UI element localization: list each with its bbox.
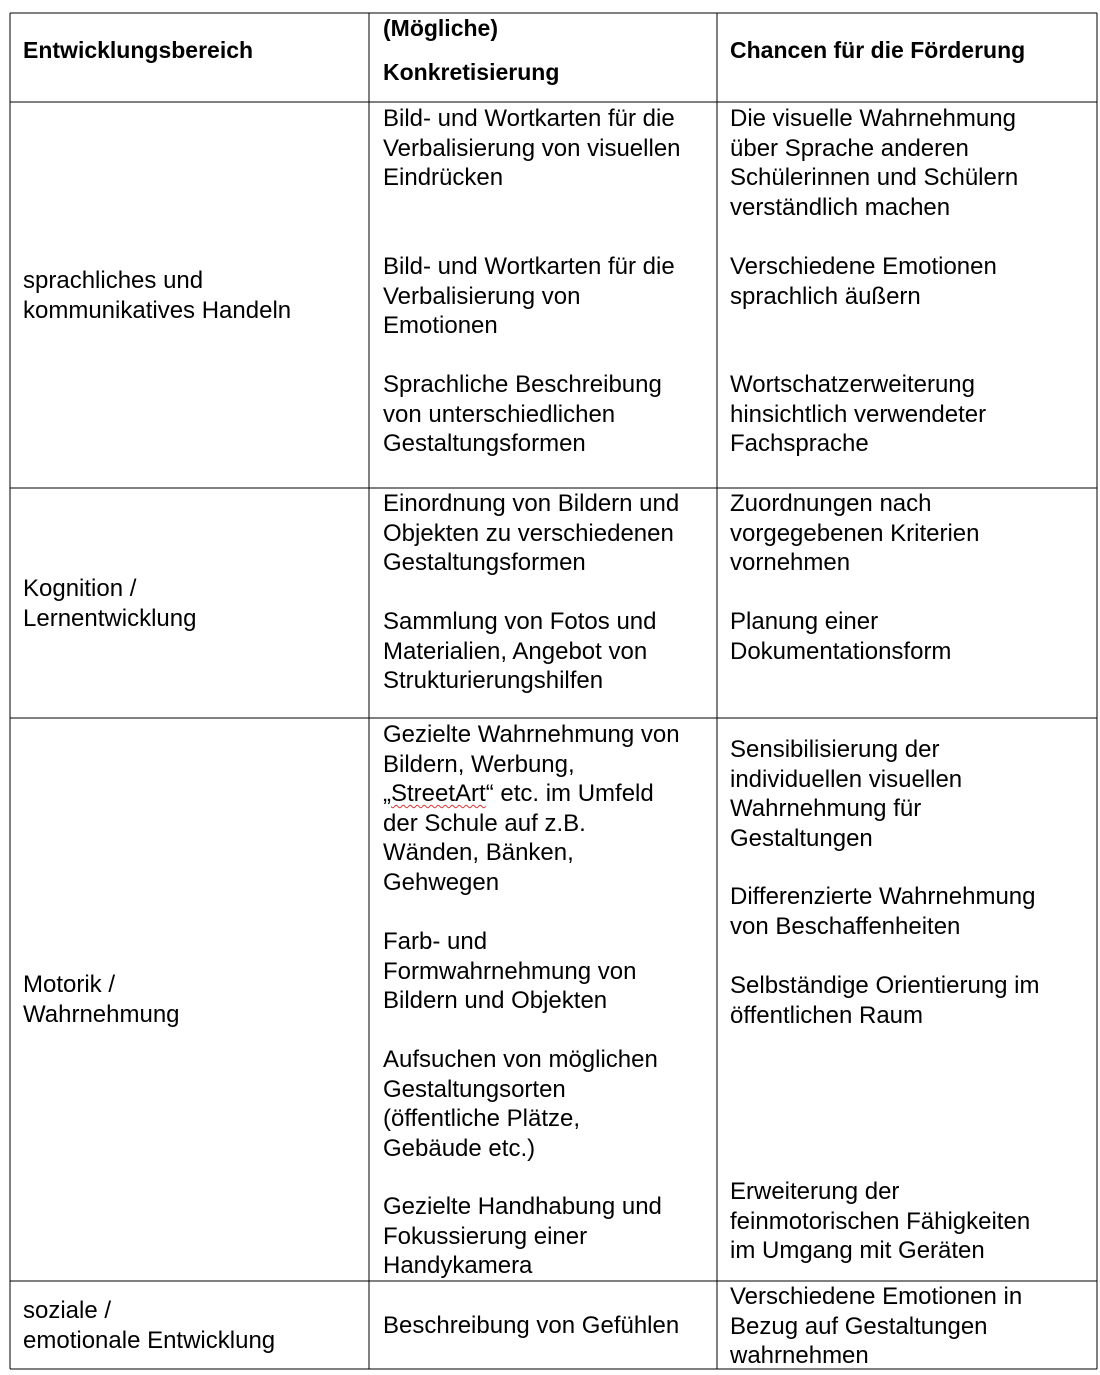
concretization-item: [383, 720, 680, 897]
concretization-text: “ etc. im Umfeld der Schule auf z.B. Wänden, Bänken, Gehwegen: [383, 780, 654, 896]
chance-item: Differenzierte Wahrnehmung von Beschaffenheiten: [730, 883, 1036, 940]
chance-item: Planung einer Dokumentationsform: [730, 608, 952, 665]
concretization-item: Einordnung von Bildern und Objekten zu verschiedenen Gestaltungsformen: [383, 490, 680, 576]
header-chancen: Chancen für die Förderung: [730, 37, 1026, 63]
concretization-item: Sprachliche Beschreibung von unterschiedlichen Gestaltungsformen: [383, 371, 662, 457]
area-sprachliches-handeln: sprachliches und kommunikatives Handeln: [23, 267, 292, 324]
area-motorik: Motorik / Wahrnehmung: [23, 971, 180, 1028]
concretization-item: Sammlung von Fotos und Materialien, Angebot von Strukturierungshilfen: [383, 608, 657, 694]
concretization-item: Bild- und Wortkarten für die Verbalisierung von Emotionen: [383, 253, 675, 339]
concretization-text: Gezielte Wahrnehmung von Bildern, Werbung, „: [383, 721, 680, 807]
header-konkretisierung: Konkretisierung: [383, 59, 560, 85]
chance-item: Zuordnungen nach vorgegebenen Kriterien vornehmen: [730, 490, 980, 576]
chance-item: Verschiedene Emotionen in Bezug auf Gestaltungen wahrnehmen: [730, 1283, 1023, 1369]
chance-item: Wortschatzerweiterung hinsichtlich verwendeter Fachsprache: [730, 371, 987, 457]
chance-item: Verschiedene Emotionen sprachlich äußern: [730, 253, 997, 310]
area-kognition: Kognition / Lernentwicklung: [23, 575, 197, 632]
chance-item: Erweiterung der feinmotorischen Fähigkeiten im Umgang mit Geräten: [730, 1178, 1031, 1264]
concretization-item: Beschreibung von Gefühlen: [383, 1312, 680, 1339]
area-soziale-entwicklung: soziale / emotionale Entwicklung: [23, 1297, 276, 1354]
chance-item: Die visuelle Wahrnehmung über Sprache anderen Schülerinnen und Schülern verständlich machen: [730, 105, 1019, 221]
concretization-item: Aufsuchen von möglichen Gestaltungsorten (öffentliche Plätze, Gebäude etc.): [383, 1046, 658, 1162]
header-moegliche: (Mögliche): [383, 15, 498, 41]
concretization-item: Gezielte Handhabung und Fokussierung einer Handykamera: [383, 1193, 662, 1279]
concretization-item: Bild- und Wortkarten für die Verbalisierung von visuellen Eindrücken: [383, 105, 681, 191]
header-entwicklungsbereich: Entwicklungsbereich: [23, 37, 254, 63]
chance-item: Selbständige Orientierung im öffentlichen Raum: [730, 972, 1040, 1029]
chance-item: Sensibilisierung der individuellen visuellen Wahrnehmung für Gestaltungen: [730, 736, 963, 852]
concretization-item: Farb- und Formwahrnehmung von Bildern und Objekten: [383, 928, 637, 1014]
spellcheck-marked-word: StreetArt: [391, 780, 486, 807]
